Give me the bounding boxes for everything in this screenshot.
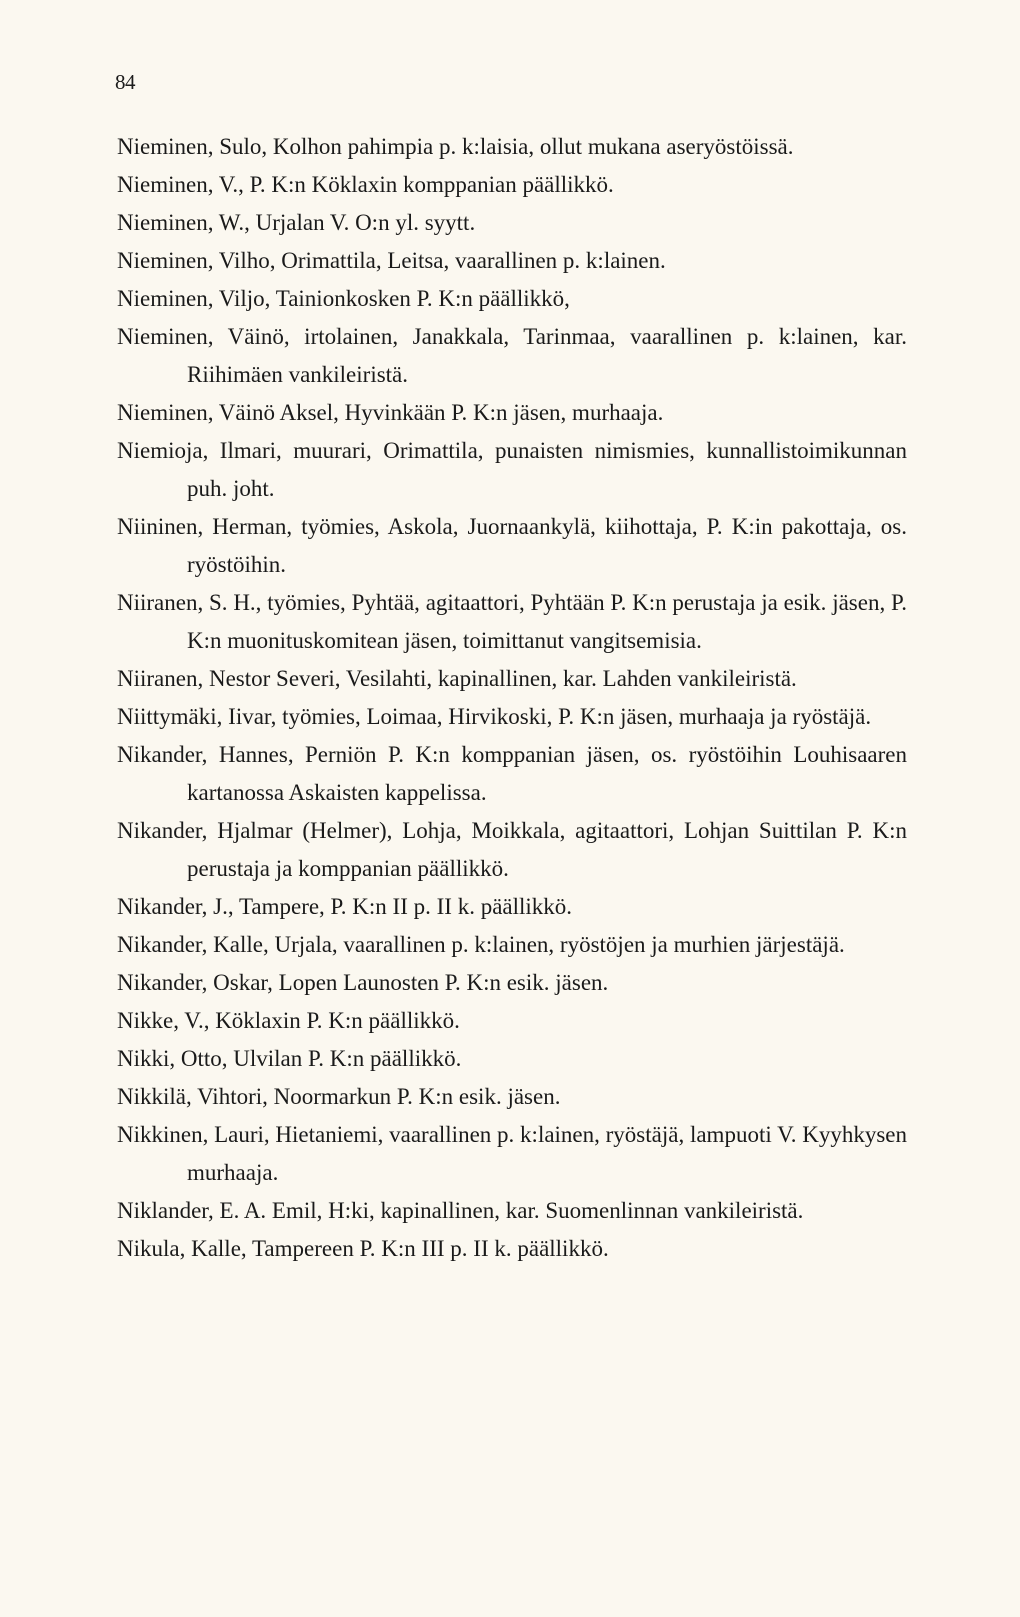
list-item: Niiranen, Nestor Severi, Vesilahti, kapinallinen, kar. Lahden vankileiristä. — [117, 666, 797, 691]
list-item: Nikander, J., Tampere, P. K:n II p. II k. päällikkö. — [117, 894, 573, 919]
list-item: Nieminen, V., P. K:n Köklaxin komppanian päällikkö. — [117, 172, 614, 197]
list-item: Nikula, Kalle, Tampereen P. K:n III p. II k. päällikkö. — [117, 1236, 609, 1261]
list-item: Nieminen, Viljo, Tainionkosken P. K:n päällikkö, — [117, 286, 570, 311]
list-item: Nikander, Hjalmar (Helmer), Lohja, Moikkala, agitaattori, Lohjan Suittilan P. K:n perustaja ja komppanian päällikkö. — [117, 818, 907, 881]
list-item: Nikke, V., Köklaxin P. K:n päällikkö. — [117, 1008, 460, 1033]
list-item: Nieminen, W., Urjalan V. O:n yl. syytt. — [117, 210, 476, 235]
list-item: Nikander, Oskar, Lopen Launosten P. K:n esik. jäsen. — [117, 970, 609, 995]
list-item: Nikander, Hannes, Perniön P. K:n komppanian jäsen, os. ryöstöihin Louhisaaren kartanossa Askaisten kappelissa. — [117, 742, 907, 805]
list-item: Nieminen, Sulo, Kolhon pahimpia p. k:laisia, ollut mukana aseryöstöissä. — [117, 134, 794, 159]
list-item: Niiranen, S. H., työmies, Pyhtää, agitaattori, Pyhtään P. K:n perustaja ja esik. jäsen, P. K:n muonituskomitean jäsen, toimittanut vangitsemisia. — [117, 590, 907, 653]
list-item: Niemioja, Ilmari, muurari, Orimattila, punaisten nimismies, kunnallistoimikunnan puh. joht. — [117, 438, 907, 501]
list-item: Nieminen, Väinö Aksel, Hyvinkään P. K:n jäsen, murhaaja. — [117, 400, 664, 425]
list-item: Nikander, Kalle, Urjala, vaarallinen p. k:lainen, ryöstöjen ja murhien järjestäjä. — [117, 932, 845, 957]
list-item: Niklander, E. A. Emil, H:ki, kapinallinen, kar. Suomenlinnan vankileiristä. — [117, 1198, 804, 1223]
list-item: Nikkinen, Lauri, Hietaniemi, vaarallinen p. k:lainen, ryöstäjä, lampuoti V. Kyyhkysen murhaaja. — [117, 1122, 907, 1185]
page-number: 84 — [115, 70, 135, 94]
list-item: Niininen, Herman, työmies, Askola, Juornaankylä, kiihottaja, P. K:in pakottaja, os. ryöstöihin. — [117, 514, 907, 577]
list-item: Nieminen, Vilho, Orimattila, Leitsa, vaarallinen p. k:lainen. — [117, 248, 666, 273]
list-item: Nikki, Otto, Ulvilan P. K:n päällikkö. — [117, 1046, 462, 1071]
list-item: Nieminen, Väinö, irtolainen, Janakkala, Tarinmaa, vaarallinen p. k:lainen, kar. Riihimäen vankileiristä. — [117, 324, 907, 387]
list-item: Niittymäki, Iivar, työmies, Loimaa, Hirvikoski, P. K:n jäsen, murhaaja ja ryöstäjä. — [117, 704, 872, 729]
list-item: Nikkilä, Vihtori, Noormarkun P. K:n esik. jäsen. — [117, 1084, 561, 1109]
entry-list — [117, 128, 907, 1268]
